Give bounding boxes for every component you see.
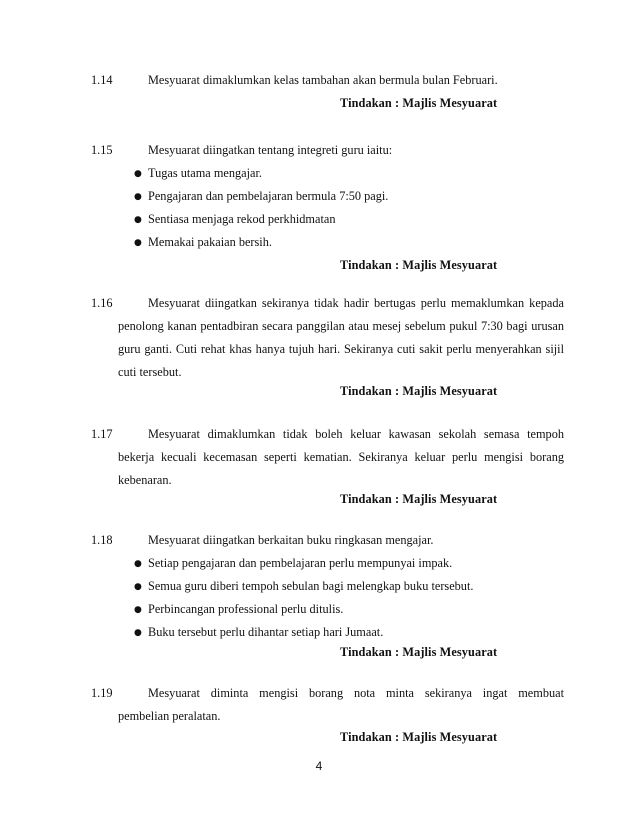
section-number: 1.18 bbox=[91, 533, 113, 547]
section-text-line: Mesyuarat diingatkan tentang integreti guru iaitu: bbox=[148, 143, 393, 157]
bullet-text: Buku tersebut perlu dihantar setiap hari Jumaat. bbox=[148, 625, 384, 639]
bullet-text: Sentiasa menjaga rekod perkhidmatan bbox=[148, 212, 336, 226]
bullet-dot-icon: ● bbox=[134, 628, 142, 638]
bullet-item bbox=[134, 556, 452, 571]
section-text-line: bekerja kecuali kecemasan seperti kematian. Sekiranya keluar perlu mengisi borang bbox=[118, 450, 564, 464]
section-text-line: Mesyuarat dimaklumkan tidak boleh keluar kawasan sekolah semasa tempoh bbox=[148, 427, 564, 441]
bullet-item bbox=[134, 625, 383, 640]
section-number: 1.15 bbox=[91, 143, 113, 157]
page-number: 4 bbox=[315, 759, 323, 773]
section-text-line: Mesyuarat diminta mengisi borang nota minta sekiranya ingat membuat bbox=[148, 686, 564, 700]
action-label: Tindakan : Majlis Mesyuarat bbox=[340, 492, 498, 506]
action-label: Tindakan : Majlis Mesyuarat bbox=[340, 645, 498, 659]
bullet-item bbox=[134, 189, 388, 204]
section-text-line: kebenaran. bbox=[118, 473, 172, 487]
section-text-line: cuti tersebut. bbox=[118, 365, 182, 379]
section-text-line: penolong kanan pentadbiran secara panggilan atau mesej sebelum pukul 7:30 bagi urusan bbox=[118, 319, 564, 333]
action-label: Tindakan : Majlis Mesyuarat bbox=[340, 384, 498, 398]
bullet-dot-icon: ● bbox=[134, 215, 142, 225]
section-number: 1.16 bbox=[91, 296, 113, 310]
bullet-text: Memakai pakaian bersih. bbox=[148, 235, 272, 249]
bullet-text: Setiap pengajaran dan pembelajaran perlu mempunyai impak. bbox=[148, 556, 453, 570]
section-text-line: Mesyuarat diingatkan berkaitan buku ringkasan mengajar. bbox=[148, 533, 434, 547]
section-number: 1.17 bbox=[91, 427, 113, 441]
action-label: Tindakan : Majlis Mesyuarat bbox=[340, 730, 498, 744]
section-number: 1.14 bbox=[91, 73, 113, 87]
bullet-item bbox=[134, 602, 343, 617]
bullet-text: Perbincangan professional perlu ditulis. bbox=[148, 602, 344, 616]
section-text-line: Mesyuarat diingatkan sekiranya tidak hadir bertugas perlu memaklumkan kepada bbox=[148, 296, 564, 310]
bullet-dot-icon: ● bbox=[134, 582, 142, 592]
bullet-text: Tugas utama mengajar. bbox=[148, 166, 262, 180]
bullet-text: Pengajaran dan pembelajaran bermula 7:50 pagi. bbox=[148, 189, 389, 203]
bullet-dot-icon: ● bbox=[134, 169, 142, 179]
bullet-dot-icon: ● bbox=[134, 605, 142, 615]
section-text-line: guru ganti. Cuti rehat khas hanya tujuh hari. Sekiranya cuti sakit perlu menyerahkan sijil bbox=[118, 342, 564, 356]
bullet-dot-icon: ● bbox=[134, 559, 142, 569]
action-label: Tindakan : Majlis Mesyuarat bbox=[340, 96, 498, 110]
section-number: 1.19 bbox=[91, 686, 113, 700]
bullet-item bbox=[134, 166, 262, 181]
section-text-line: Mesyuarat dimaklumkan kelas tambahan akan bermula bulan Februari. bbox=[148, 73, 498, 87]
bullet-dot-icon: ● bbox=[134, 192, 142, 202]
bullet-text: Semua guru diberi tempoh sebulan bagi melengkap buku tersebut. bbox=[148, 579, 474, 593]
bullet-item bbox=[134, 579, 473, 594]
section-text-line: pembelian peralatan. bbox=[118, 709, 221, 723]
bullet-dot-icon: ● bbox=[134, 238, 142, 248]
bullet-item bbox=[134, 235, 272, 250]
action-label: Tindakan : Majlis Mesyuarat bbox=[340, 258, 498, 272]
bullet-item bbox=[134, 212, 335, 227]
